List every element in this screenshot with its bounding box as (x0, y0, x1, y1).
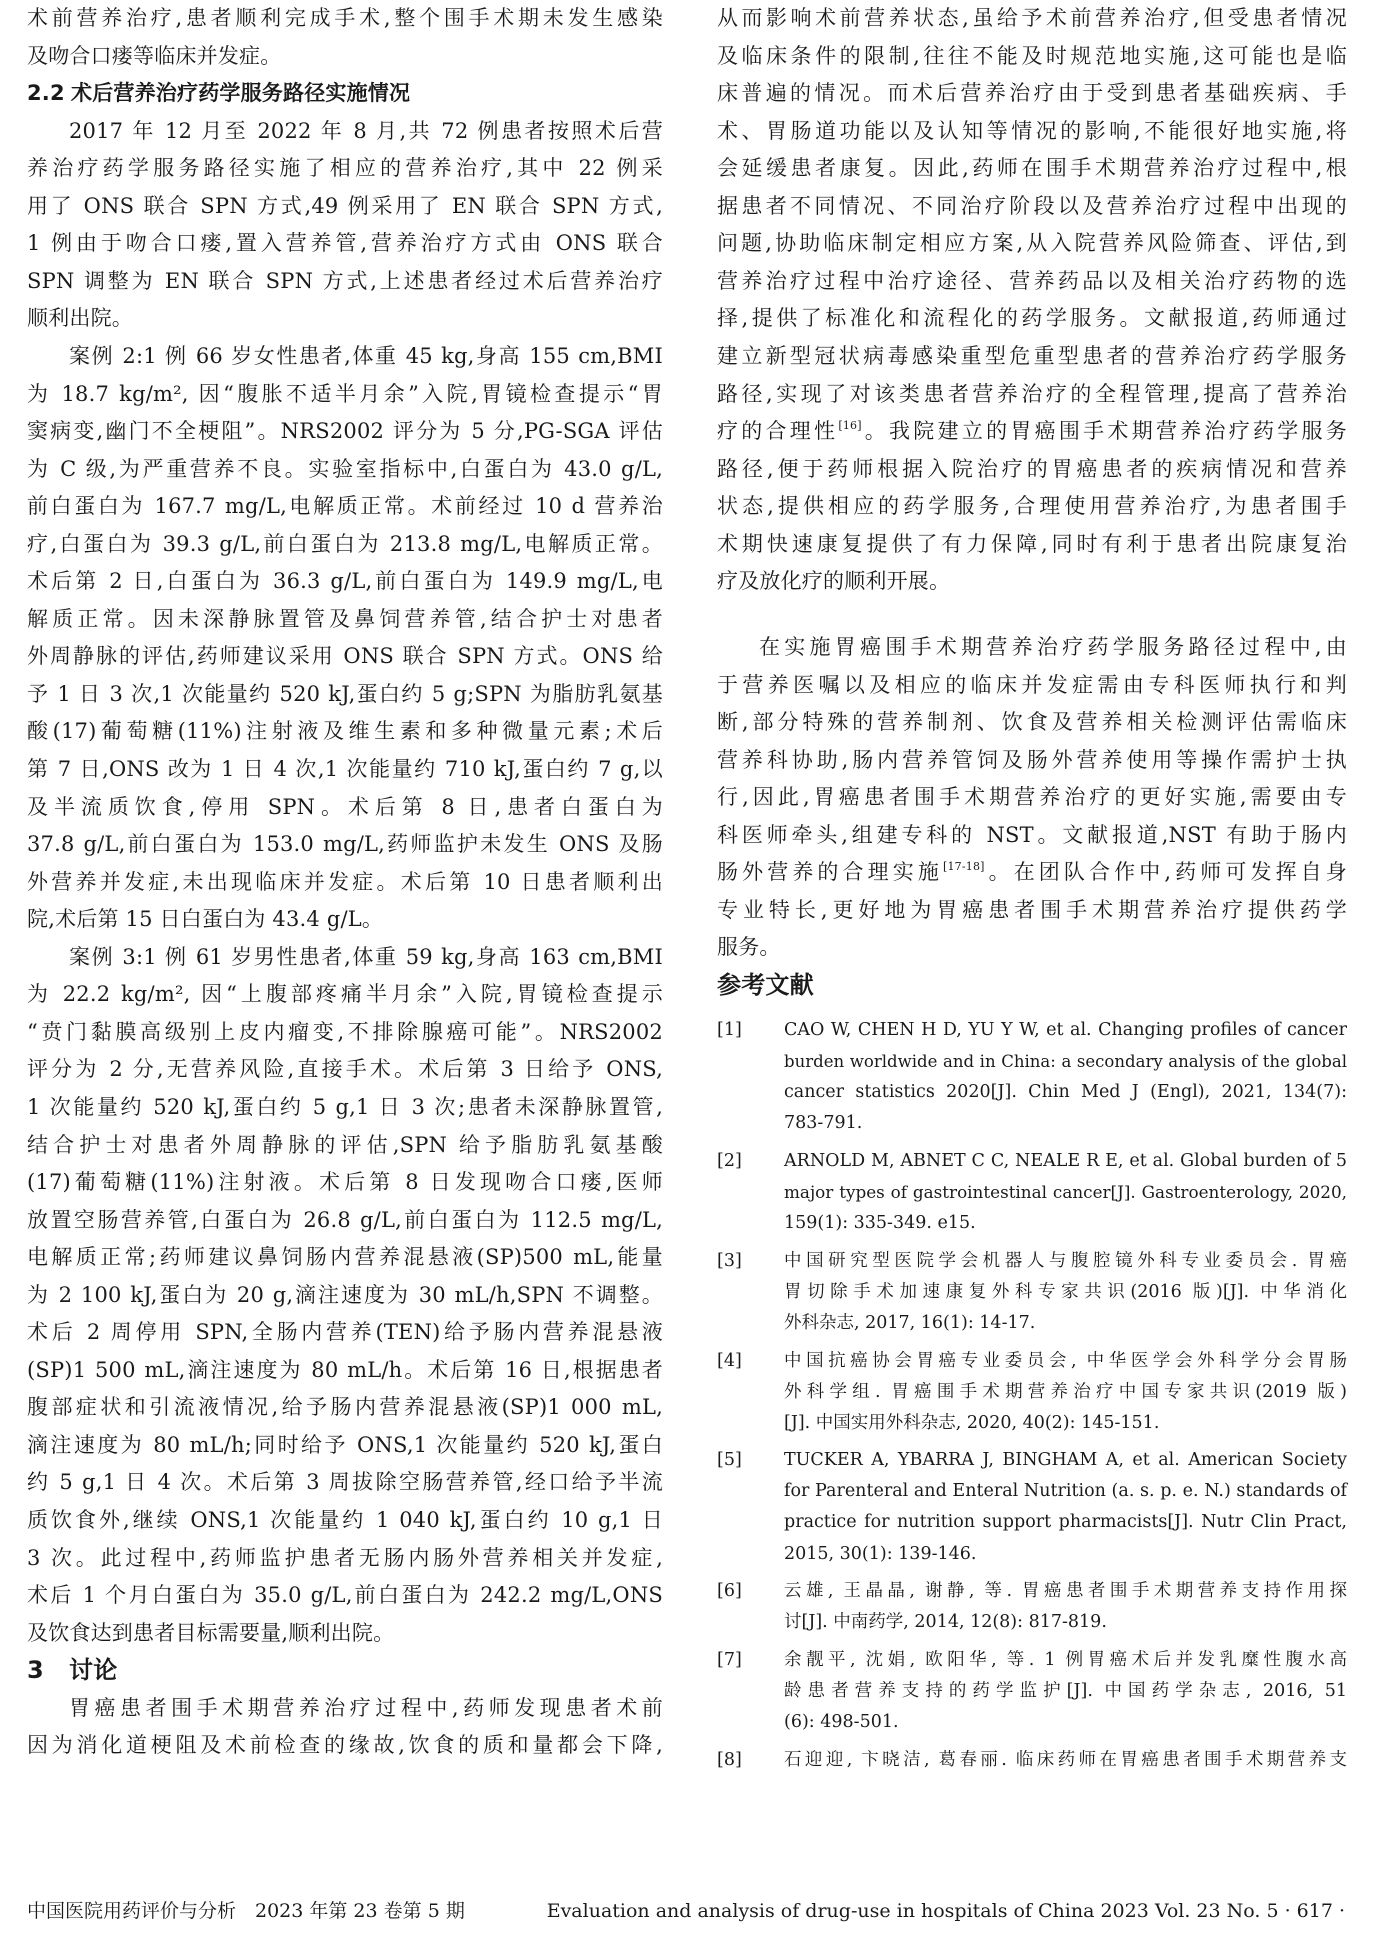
line-text: 及吻合口瘘等临床并发症。 (27, 43, 282, 68)
text-line (27, 1577, 663, 1614)
reference-line: 胃切除手术加速康复外科专家共识(2016 版)[J]. 中华消化 (784, 1281, 1347, 1302)
reference-line: 余靓平, 沈娟, 欧阳华, 等. 1 例胃癌术后并发乳糜性腹水高 (784, 1649, 1347, 1670)
line-text: 于营养医嘱以及相应的临床并发症需由专科医师执行和判 (717, 672, 1347, 697)
line-text: 第 7 日,ONS 改为 1 日 4 次,1 次能量约 710 kJ,蛋白约 7 g,以 (27, 757, 663, 781)
reference-line: CAO W, CHEN H D, YU Y W, et al. Changing profiles of cancer (784, 1020, 1347, 1040)
text-line (27, 38, 663, 75)
text-line (717, 188, 1347, 225)
line-text: 质饮食外,继续 ONS,1 次能量约 1 040 kJ,蛋白约 10 g,1 日 (27, 1508, 663, 1532)
line-text: 会延缓患者康复。因此,药师在围手术期营养治疗过程中,根 (717, 156, 1347, 181)
text-line (27, 1727, 663, 1764)
line-text: 疗的合理性 (717, 419, 839, 444)
text-line (27, 1427, 663, 1464)
text-line (717, 150, 1347, 187)
line-text: 建立新型冠状病毒感染重型危重型患者的营养治疗药学服务 (717, 343, 1347, 368)
text-line (717, 300, 1347, 337)
reference-line: 石迎迎, 卞晓洁, 葛春丽. 临床药师在胃癌患者围手术期营养支 (784, 1749, 1347, 1770)
reference-line: 外科学组. 胃癌围手术期营养治疗中国专家共识(2019 版) (784, 1381, 1347, 1402)
text-line (27, 488, 663, 525)
text-line (717, 225, 1347, 262)
text-line (27, 1277, 663, 1314)
line-text: 。在团队合作中,药师可发挥自身 (984, 860, 1347, 885)
reference-line: 783-791. (784, 1113, 863, 1134)
line-text: 1 次能量约 520 kJ,蛋白约 5 g,1 日 3 次;患者未深静脉置管, (27, 1094, 663, 1119)
text-line (27, 1352, 663, 1389)
text-line (27, 150, 663, 187)
line-text: 状态,提供相应的药学服务,合理使用营养治疗,为患者围手 (717, 494, 1347, 519)
reference-line: 龄患者营养支持的药学监护[J]. 中国药学杂志, 2016, 51 (784, 1680, 1347, 1701)
line-text: 及半流质饮食,停用 SPN。术后第 8 日,患者白蛋白为 (27, 794, 663, 819)
text-line (717, 488, 1347, 525)
line-text: 放置空肠营养管,白蛋白为 26.8 g/L,前白蛋白为 112.5 mg/L, (27, 1207, 663, 1232)
line-text: 养治疗药学服务路径实施了相应的营养治疗,其中 22 例采 (27, 156, 663, 181)
text-line (717, 451, 1347, 488)
text-line (27, 826, 663, 863)
line-text: 在实施胃癌围手术期营养治疗药学服务路径过程中,由 (759, 634, 1347, 659)
section-heading (27, 75, 663, 112)
text-line (27, 713, 663, 750)
citation-marker[interactable]: [16] (838, 419, 862, 433)
line-text: 酸(17)葡萄糖(11%)注射液及维生素和多种微量元素;术后 (27, 719, 663, 744)
line-text: 案例 2:1 例 66 岁女性患者,体重 45 kg,身高 155 cm,BMI (69, 343, 663, 368)
line-text: 37.8 g/L,前白蛋白为 153.0 mg/L,药师监护未发生 ONS 及肠 (27, 832, 663, 857)
line-text: SPN 调整为 EN 联合 SPN 方式,上述患者经过术后营养治疗 (27, 268, 663, 293)
reference-number: [8] (717, 1749, 742, 1770)
line-text: 术前营养治疗,患者顺利完成手术,整个围手术期未发生感染 (27, 6, 663, 30)
text-line (27, 1051, 663, 1088)
line-text: “贲门黏膜高级别上皮内瘤变,不排除腺癌可能”。NRS2002 (27, 1019, 663, 1044)
text-line (27, 1127, 663, 1164)
text-line (717, 0, 1347, 37)
text-line (717, 667, 1347, 704)
text-line (27, 225, 663, 262)
line-text: 因为消化道梗阻及术前检查的缘故,饮食的质和量都会下降, (27, 1733, 663, 1758)
reference-line: 159(1): 335-349. e15. (784, 1213, 976, 1234)
line-text: 路径,实现了对该类患者营养治疗的全程管理,提高了营养治 (717, 381, 1347, 406)
text-line (27, 526, 663, 563)
line-text: 结合护士对患者外周静脉的评估,SPN 给予脂肪乳氨基酸 (27, 1132, 663, 1157)
line-text: 术后营养治疗药学服务路径实施情况 (71, 81, 411, 106)
text-line (27, 413, 663, 450)
text-line (27, 1014, 663, 1051)
text-line (27, 451, 663, 488)
line-text: 院,术后第 15 日白蛋白为 43.4 g/L。 (27, 907, 384, 932)
text-line (717, 929, 1347, 966)
text-line (717, 629, 1347, 666)
line-text: 参考文献 (717, 970, 814, 999)
line-text: 从而影响术前营养状态,虽给予术前营养治疗,但受患者情况 (717, 6, 1347, 30)
text-line (27, 1690, 663, 1727)
text-line (27, 113, 663, 150)
text-line (27, 1464, 663, 1501)
line-text: 电解质正常;药师建议鼻饲肠内营养混悬液(SP)500 mL,能量 (27, 1245, 663, 1270)
line-text: 术后 1 个月白蛋白为 35.0 g/L,前白蛋白为 242.2 mg/L,ONS (27, 1583, 663, 1608)
line-text: 3 次。此过程中,药师监护患者无肠内肠外营养相关并发症, (27, 1545, 663, 1570)
reference-line: practice for nutrition support pharmacists[J]. Nutr Clin Pract, (784, 1512, 1347, 1533)
text-line (27, 751, 663, 788)
reference-line: TUCKER A, YBARRA J, BINGHAM A, et al. American Society (784, 1450, 1347, 1471)
reference-line: burden worldwide and in China: a secondary analysis of the global (784, 1052, 1347, 1072)
text-line (27, 789, 663, 826)
line-text: 腹部症状和引流液情况,给予肠内营养混悬液(SP)1 000 mL, (27, 1395, 663, 1420)
text-line (27, 1502, 663, 1539)
text-line (27, 1389, 663, 1426)
line-text: 解质正常。因未深静脉置管及鼻饲营养管,结合护士对患者 (27, 606, 663, 631)
text-line (27, 188, 663, 225)
reference-line: for Parenteral and Enteral Nutrition (a. s. p. e. N.) standards of (784, 1481, 1347, 1502)
text-line (717, 779, 1347, 816)
text-line (717, 113, 1347, 150)
line-text: 营养科协助,肠内营养管饲及肠外营养使用等操作需护士执 (717, 747, 1347, 772)
line-text: 疗,白蛋白为 39.3 g/L,前白蛋白为 213.8 mg/L,电解质正常。 (27, 531, 663, 556)
text-line (27, 676, 663, 713)
text-line (27, 1615, 663, 1652)
text-line (717, 742, 1347, 779)
line-text: 肠外营养的合理实施 (717, 860, 943, 885)
text-line (717, 817, 1347, 854)
text-line (27, 300, 663, 337)
line-text: (17)葡萄糖(11%)注射液。术后第 8 日发现吻合口瘘,医师 (27, 1170, 663, 1195)
line-text: 窦病变,幽门不全梗阻”。NRS2002 评分为 5 分,PG-SGA 评估 (27, 419, 663, 444)
reference-number: [4] (717, 1350, 742, 1371)
line-text: 术、胃肠道功能以及认知等情况的影响,不能很好地实施,将 (717, 118, 1347, 143)
line-text: 外营养并发症,未出现临床并发症。术后第 10 日患者顺利出 (27, 869, 663, 894)
reference-line: major types of gastrointestinal cancer[J]. Gastroenterology, 2020, (784, 1181, 1347, 1202)
text-line (27, 376, 663, 413)
line-text: 断,部分特殊的营养制剂、饮食及营养相关检测评估需临床 (717, 710, 1347, 735)
text-line (717, 263, 1347, 300)
line-text: 案例 3:1 例 61 岁男性患者,体重 59 kg,身高 163 cm,BMI (69, 944, 663, 969)
reference-number: [6] (717, 1581, 742, 1602)
text-line (27, 0, 663, 37)
text-line (27, 563, 663, 600)
line-text: 为 2 100 kJ,蛋白为 20 g,滴注速度为 30 mL/h,SPN 不调整。 (27, 1282, 663, 1307)
line-text: 滴注速度为 80 mL/h;同时给予 ONS,1 次能量约 520 kJ,蛋白 (27, 1432, 663, 1457)
reference-line: [J]. 中国实用外科杂志, 2020, 40(2): 145-151. (784, 1412, 1160, 1433)
text-line (717, 892, 1347, 929)
line-text: 择,提供了标准化和流程化的药学服务。文献报道,药师通过 (717, 306, 1347, 331)
line-text: 1 例由于吻合口瘘,置入营养管,营养治疗方式由 ONS 联合 (27, 231, 663, 256)
line-text: 专业特长,更好地为胃癌患者围手术期营养治疗提供药学 (717, 897, 1347, 922)
text-line (27, 1089, 663, 1126)
text-line (27, 1164, 663, 1201)
text-line (717, 563, 1347, 600)
text-line (717, 854, 1347, 891)
line-text: 顺利出院。 (27, 306, 133, 331)
line-text: (SP)1 500 mL,滴注速度为 80 mL/h。术后第 16 日,根据患者 (27, 1357, 663, 1382)
text-line (27, 864, 663, 901)
line-text: 据患者不同情况、不同治疗阶段以及营养治疗过程中出现的 (717, 193, 1347, 218)
reference-line: (6): 498-501. (784, 1712, 899, 1733)
section-number: 2.2 (27, 81, 65, 106)
text-line (27, 601, 663, 638)
reference-number: [7] (717, 1649, 742, 1670)
line-text: 。我院建立的胃癌围手术期营养治疗药学服务 (861, 419, 1348, 444)
reference-line: 中国研究型医院学会机器人与腹腔镜外科专业委员会. 胃癌 (784, 1250, 1347, 1271)
reference-number: [1] (717, 1020, 742, 1040)
text-line (27, 939, 663, 976)
line-text: 科医师牵头,组建专科的 NST。文献报道,NST 有助于肠内 (717, 822, 1347, 847)
text-line (717, 75, 1347, 112)
line-text: 营养治疗过程中治疗途径、营养药品以及相关治疗药物的选 (717, 268, 1347, 293)
line-text: 胃癌患者围手术期营养治疗过程中,药师发现患者术前 (69, 1695, 663, 1720)
text-line (717, 38, 1347, 75)
line-text: 评分为 2 分,无营养风险,直接手术。术后第 3 日给予 ONS, (27, 1057, 663, 1082)
reference-line: 外科杂志, 2017, 16(1): 14-17. (784, 1312, 1036, 1333)
text-line (27, 1540, 663, 1577)
line-text: 为 22.2 kg/m², 因“上腹部疼痛半月余”入院,胃镜检查提示 (27, 982, 663, 1007)
line-text: 为 18.7 kg/m², 因“腹胀不适半月余”入院,胃镜检查提示“胃 (27, 381, 663, 406)
line-text: 外周静脉的评估,药师建议采用 ONS 联合 SPN 方式。ONS 给 (27, 644, 663, 669)
line-text: 及临床条件的限制,往往不能及时规范地实施,这可能也是临 (717, 43, 1347, 68)
text-line (27, 338, 663, 375)
line-text: 约 5 g,1 日 4 次。术后第 3 周拔除空肠营养管,经口给予半流 (27, 1470, 663, 1495)
reference-number: [2] (717, 1150, 742, 1171)
text-line (717, 526, 1347, 563)
text-line (717, 338, 1347, 375)
line-text: 术期快速康复提供了有力保障,同时有利于患者出院康复治 (717, 531, 1347, 556)
line-text: 术后第 2 日,白蛋白为 36.3 g/L,前白蛋白为 149.9 mg/L,电 (27, 569, 663, 594)
reference-number: [3] (717, 1250, 742, 1271)
section-number: 3 (27, 1656, 44, 1685)
section-heading (27, 1652, 663, 1689)
line-text: 术后 2 周停用 SPN,全肠内营养(TEN)给予肠内营养混悬液 (27, 1320, 663, 1345)
reference-line: 2015, 30(1): 139-146. (784, 1543, 977, 1564)
section-heading (717, 967, 1347, 1004)
reference-number: [5] (717, 1450, 742, 1471)
text-line (27, 976, 663, 1013)
line-text: 用了 ONS 联合 SPN 方式,49 例采用了 EN 联合 SPN 方式, (27, 193, 663, 218)
line-text: 问题,协助临床制定相应方案,从入院营养风险筛查、评估,到 (717, 231, 1347, 256)
text-line (27, 263, 663, 300)
reference-line: ARNOLD M, ABNET C C, NEALE R E, et al. Global burden of 5 (784, 1150, 1347, 1171)
line-text: 2017 年 12 月至 2022 年 8 月,共 72 例患者按照术后营 (69, 118, 663, 143)
journal-footer-en: Evaluation and analysis of drug-use in hospitals of China 2023 Vol. 23 No. 5 · 617 · (546, 1900, 1345, 1922)
text-line (27, 1239, 663, 1276)
line-text: 床普遍的情况。而术后营养治疗由于受到患者基础疾病、手 (717, 81, 1347, 106)
line-text: 及饮食达到患者目标需要量,顺利出院。 (27, 1620, 395, 1645)
text-line (27, 1202, 663, 1239)
line-text: 疗及放化疗的顺利开展。 (717, 569, 951, 594)
line-text: 前白蛋白为 167.7 mg/L,电解质正常。术前经过 10 d 营养治 (27, 494, 663, 519)
line-text: 服务。 (717, 935, 781, 960)
line-text: 路径,便于药师根据入院治疗的胃癌患者的疾病情况和营养 (717, 456, 1347, 481)
line-text: 行,因此,胃癌患者围手术期营养治疗的更好实施,需要由专 (717, 785, 1347, 810)
text-line (717, 376, 1347, 413)
reference-line: 讨[J]. 中南药学, 2014, 12(8): 817-819. (784, 1612, 1107, 1633)
line-text: 予 1 日 3 次,1 次能量约 520 kJ,蛋白约 5 g;SPN 为脂肪乳氨基 (27, 681, 663, 706)
text-line (27, 1314, 663, 1351)
line-text: 为 C 级,为严重营养不良。实验室指标中,白蛋白为 43.0 g/L, (27, 456, 663, 481)
text-line (717, 413, 1347, 450)
journal-footer-cn: 中国医院用药评价与分析 2023 年第 23 卷第 5 期 (27, 1900, 465, 1922)
text-line (27, 901, 663, 938)
text-line (717, 704, 1347, 741)
citation-marker[interactable]: [17-18] (942, 860, 985, 874)
reference-line: cancer statistics 2020[J]. Chin Med J (Engl), 2021, 134(7): (784, 1082, 1347, 1103)
reference-line: 中国抗癌协会胃癌专业委员会, 中华医学会外科学分会胃肠 (784, 1350, 1347, 1371)
reference-line: 云雄, 王晶晶, 谢静, 等. 胃癌患者围手术期营养支持作用探 (784, 1581, 1347, 1602)
line-text: 讨论 (69, 1656, 118, 1685)
text-line (27, 638, 663, 675)
